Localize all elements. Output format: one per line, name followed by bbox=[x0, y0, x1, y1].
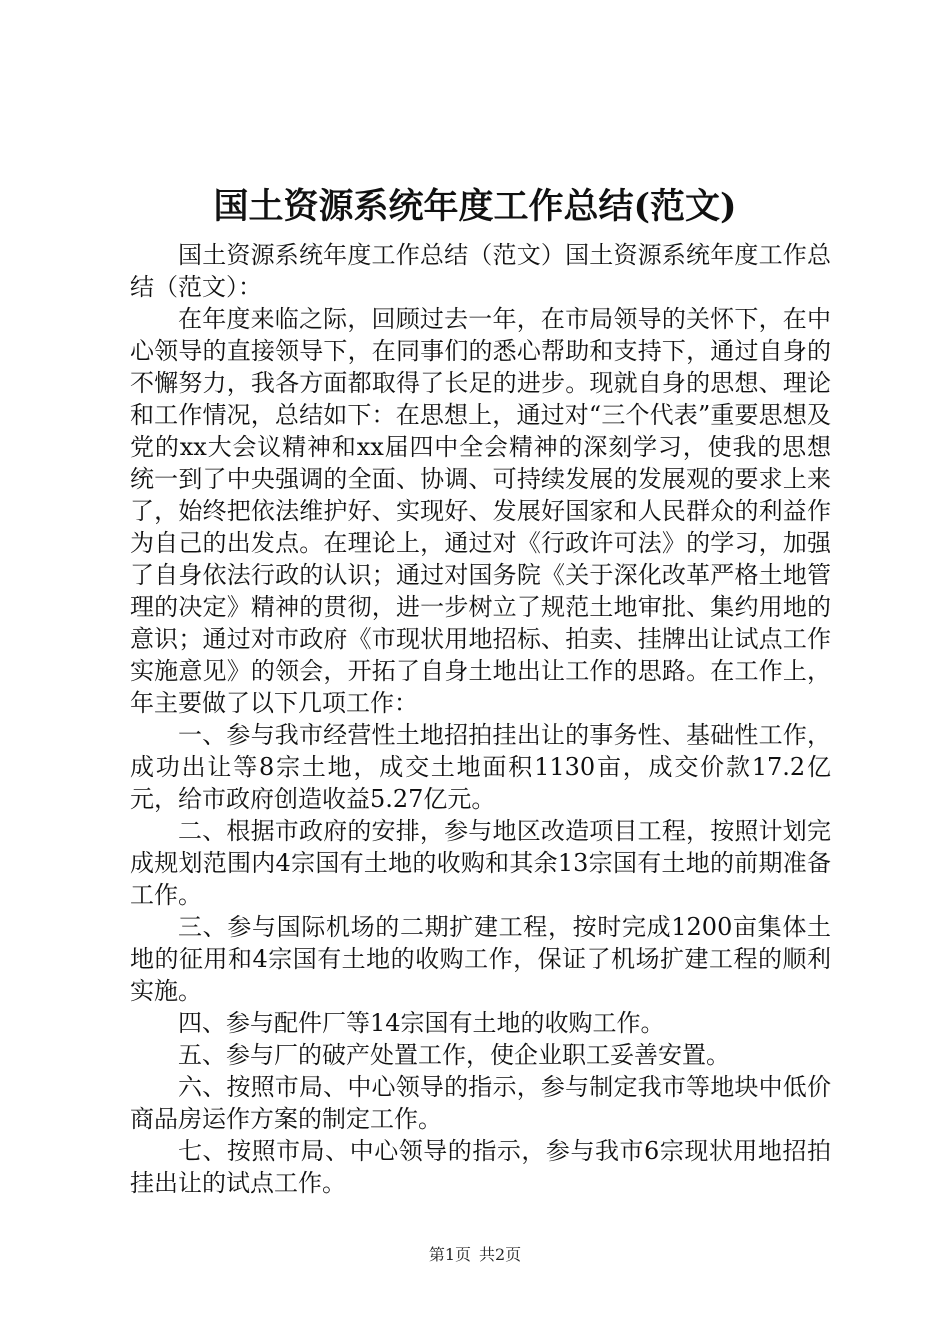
work-item-7: 七、按照市局、中心领导的指示，参与我市6宗现状用地招拍挂出让的试点工作。 bbox=[130, 1137, 831, 1197]
work-item-2: 二、根据市政府的安排，参与地区改造项目工程，按照计划完成规划范围内4宗国有土地的收购和其余13宗国有土地的前期准备工作。 bbox=[130, 817, 831, 909]
work-item-6: 六、按照市局、中心领导的指示，参与制定我市等地块中低价商品房运作方案的制定工作。 bbox=[130, 1073, 831, 1133]
summary-paragraph: 在年度来临之际，回顾过去一年，在市局领导的关怀下，在中心领导的直接领导下，在同事们的悉心帮助和支持下，通过自身的不懈努力，我各方面都取得了长足的进步。现就自身的思想、理论和工作情况，总结如下：在思想上，通过对“三个代表”重要思想及党的xx大会议精神和xx届四中全会精神的深刻学习，使我的思想统一到了中央强调的全面、协调、可持续发展的发展观的要求上来了，始终把依法维护好、实现好、发展好国家和人民群众的利益作为自己的出发点。在理论上，通过对《行政许可法》的学习，加强了自身依法行政的认识；通过对国务院《关于深化改革严格土地管理的决定》精神的贯彻，进一步树立了规范土地审批、集约用地的意识；通过对市政府《市现状用地招标、拍卖、挂牌出让试点工作实施意见》的领会，开拓了自身土地出让工作的思路。在工作上，年主要做了以下几项工作： bbox=[130, 305, 831, 717]
page-number: 第1页 bbox=[428, 1245, 471, 1264]
intro-paragraph: 国土资源系统年度工作总结（范文）国土资源系统年度工作总结（范文）： bbox=[130, 241, 831, 301]
document-title: 国土资源系统年度工作总结(范文) bbox=[213, 186, 737, 227]
page-footer bbox=[0, 1244, 950, 1266]
work-item-1: 一、参与我市经营性土地招拍挂出让的事务性、基础性工作，成功出让等8宗土地，成交土地面积1130亩，成交价款17.2亿元，给市政府创造收益5.27亿元。 bbox=[130, 721, 831, 813]
work-item-4: 四、参与配件厂等14宗国有土地的收购工作。 bbox=[178, 1009, 665, 1037]
document-body bbox=[130, 239, 831, 1199]
work-item-3: 三、参与国际机场的二期扩建工程，按时完成1200亩集体土地的征用和4宗国有土地的收购工作，保证了机场扩建工程的顺利实施。 bbox=[130, 913, 831, 1005]
work-item-5: 五、参与厂的破产处置工作，使企业职工妥善安置。 bbox=[178, 1041, 730, 1069]
page-total: 共2页 bbox=[479, 1245, 522, 1264]
